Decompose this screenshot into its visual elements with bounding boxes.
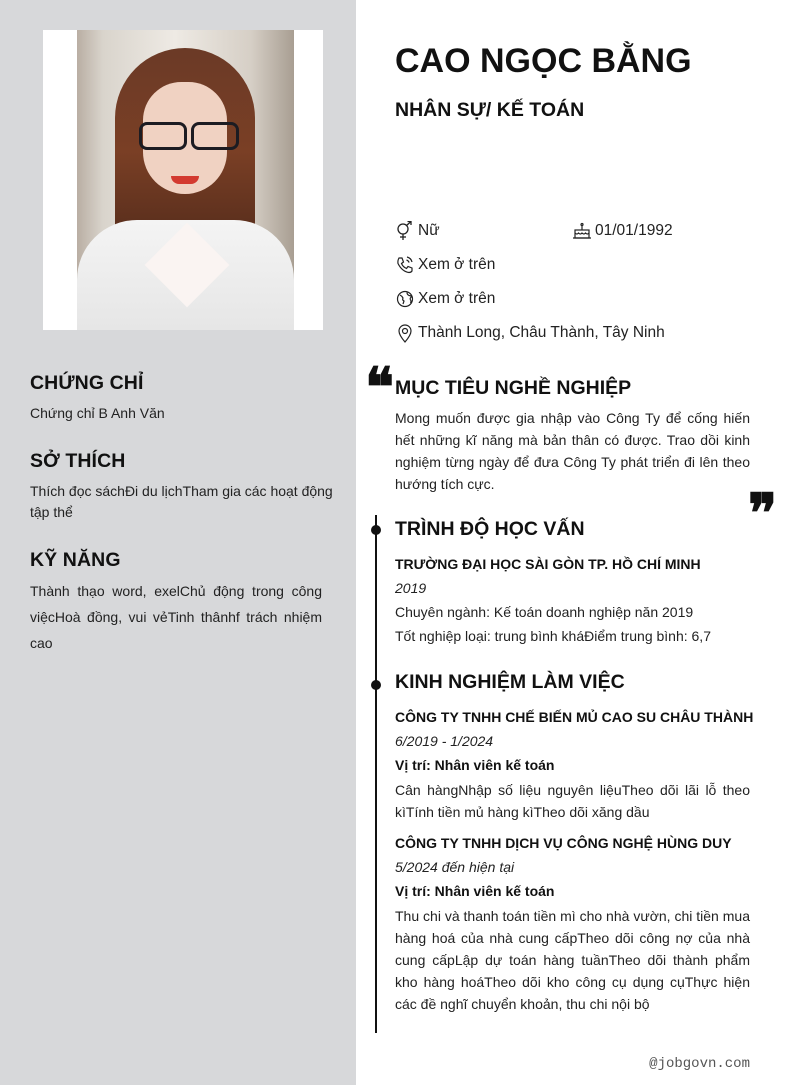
experience-title: KINH NGHIỆM LÀM VIỆC xyxy=(395,671,625,693)
sidebar xyxy=(0,0,356,1085)
photo-glasses xyxy=(127,122,249,150)
certificates-title: CHỨNG CHỈ xyxy=(30,372,144,394)
education-grade: Tốt nghiệp loại: trung bình kháĐiểm trung bình: 6,7 xyxy=(395,628,711,644)
photo-lips xyxy=(171,176,199,184)
education-major: Chuyên ngành: Kế toán doanh nghiệp năn 2019 xyxy=(395,604,694,620)
candidate-name: CAO NGỌC BẰNG xyxy=(395,42,692,80)
globe-icon xyxy=(395,289,415,309)
quote-open-icon: ❝ xyxy=(365,355,395,419)
website-row xyxy=(395,289,495,309)
timeline-dot-experience xyxy=(371,680,381,690)
skills-title: KỸ NĂNG xyxy=(30,549,121,571)
job-1-period: 6/2019 - 1/2024 xyxy=(395,733,494,749)
education-school: TRƯỜNG ĐẠI HỌC SÀI GÒN TP. HỒ CHÍ MINH xyxy=(395,556,701,572)
job-2-period: 5/2024 đến hiện tại xyxy=(395,859,515,875)
job-2-description: Thu chi và thanh toán tiền mì cho nhà vườn, chi tiền mua hàng hoá của nhà cung cấpTheo dõi công nợ của nhà cung cấpLập dự toán hàng tuầnTheo dõi thành phẩm kho hàng hoáTheo dõi kho công cụ dụng cụThực hiện các đề nghĩ chuyển khoản, thu chi nội bộ xyxy=(395,908,750,1012)
certificates-section xyxy=(30,372,322,424)
hobbies-text: Thích đọc sáchĐi du lịchTham gia các hoạt động tập thể xyxy=(30,483,333,520)
photo-frame xyxy=(43,30,323,330)
hobbies-section xyxy=(30,450,333,523)
candidate-role: NHÂN SỰ/ KẾ TOÁN xyxy=(395,99,585,121)
phone-value: Xem ở trên xyxy=(418,256,496,273)
birthday-cake-icon xyxy=(572,221,592,241)
address-row xyxy=(395,323,665,343)
gender-icon xyxy=(395,221,415,241)
footer-watermark: @jobgovn.com xyxy=(649,1056,750,1072)
phone-row xyxy=(395,255,495,275)
location-pin-icon xyxy=(395,323,415,343)
timeline-line xyxy=(375,515,377,1033)
birthday-row xyxy=(572,221,673,241)
objective-title: MỤC TIÊU NGHỀ NGHIỆP xyxy=(395,377,632,399)
address-value: Thành Long, Châu Thành, Tây Ninh xyxy=(418,324,665,341)
job-2-position: Vị trí: Nhân viên kế toán xyxy=(395,883,555,899)
main-content xyxy=(356,0,790,1085)
quote-close-icon: ❞ xyxy=(748,481,778,545)
profile-photo xyxy=(77,30,294,330)
job-1-company: CÔNG TY TNHH CHẾ BIẾN MỦ CAO SU CHÂU THÀNH xyxy=(395,709,754,725)
gender-row xyxy=(395,221,440,241)
phone-icon xyxy=(395,255,415,275)
objective-text: Mong muốn được gia nhập vào Công Ty để cống hiến hết những kĩ năng mà bản thân có được. Trao dồi kinh nghiệm từng ngày để đưa Công Ty phát triển đi lên theo hướng tích cực. xyxy=(395,410,750,492)
job-1-position: Vị trí: Nhân viên kế toán xyxy=(395,757,555,773)
website-value: Xem ở trên xyxy=(418,290,496,307)
skills-text: Thành thạo word, exelChủ động trong công việcHoà đồng, vui vẻTinh thânhf trách nhiệm cao xyxy=(30,583,322,651)
education-year: 2019 xyxy=(395,580,427,596)
gender-value: Nữ xyxy=(418,222,440,239)
hobbies-title: SỞ THÍCH xyxy=(30,450,126,472)
job-2-company: CÔNG TY TNHH DỊCH VỤ CÔNG NGHỆ HÙNG DUY xyxy=(395,835,732,851)
birthday-value: 01/01/1992 xyxy=(595,222,673,239)
timeline-dot-education xyxy=(371,525,381,535)
certificates-text: Chứng chỉ B Anh Văn xyxy=(30,405,165,421)
skills-section xyxy=(30,549,322,656)
education-title: TRÌNH ĐỘ HỌC VẤN xyxy=(395,518,585,540)
job-1-description: Cân hàngNhập số liệu nguyên liệuTheo dõi lãi lỗ theo kìTính tiền mủ hàng kìTheo dõi xăng dầu xyxy=(395,782,750,820)
